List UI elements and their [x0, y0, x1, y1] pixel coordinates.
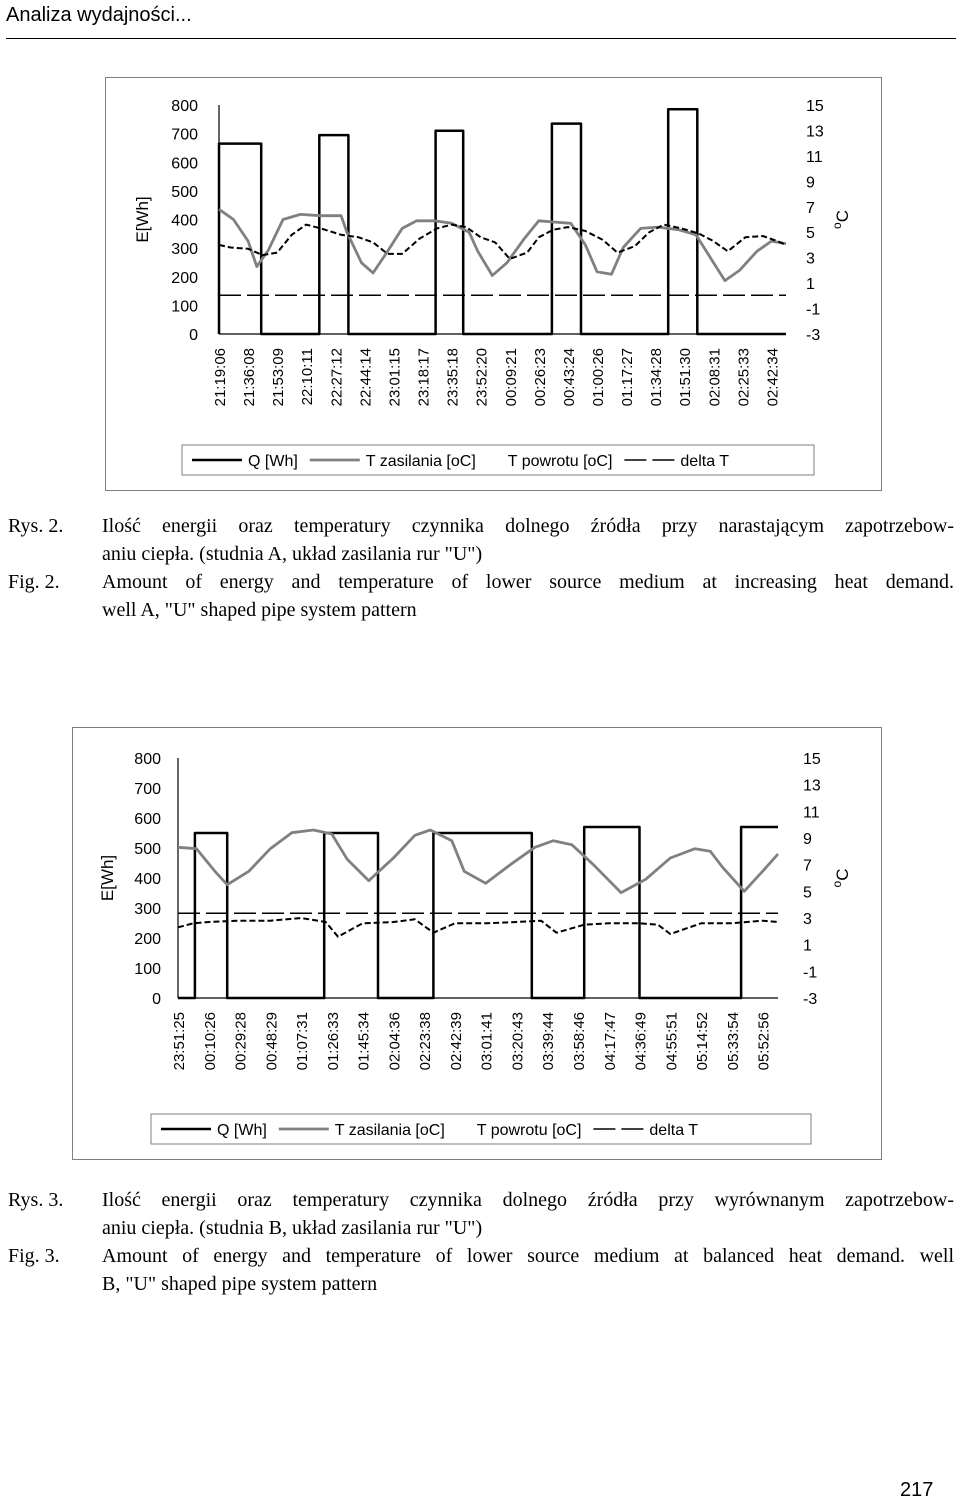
caption-text-pl-line1: Ilość energii oraz temperatury czynnika dolnego źródła przy wyrównanym zapotrzebow-	[102, 1189, 954, 1211]
x-tick-label: 04:36:49	[632, 1012, 650, 1071]
caption-label-fig: Fig. 2.	[8, 571, 60, 593]
x-tick-label: 04:55:51	[663, 1012, 681, 1071]
caption-text-pl-line1: Ilość energii oraz temperatury czynnika dolnego źródła przy narastającym zapotrzebow-	[102, 515, 954, 537]
chart-svg-figure-3	[73, 728, 881, 1159]
y2-tick-label: 9	[803, 831, 812, 848]
x-tick-label: 01:07:31	[294, 1012, 312, 1071]
x-tick-label: 22:10:11	[299, 348, 317, 406]
x-tick-label: 22:27:12	[328, 348, 346, 407]
caption-text-en-line2: B, "U" shaped pipe system pattern	[102, 1273, 378, 1295]
x-tick-label: 02:42:34	[764, 348, 782, 407]
caption-label-rys: Rys. 3.	[8, 1189, 64, 1211]
x-tick-label: 00:10:26	[201, 1012, 219, 1071]
x-tick-label: 02:04:36	[386, 1012, 404, 1071]
y2-tick-label: 1	[806, 276, 815, 294]
legend-entry: T zasilania [oC]	[334, 1122, 445, 1139]
series-line-q	[219, 109, 786, 334]
legend-entry: Q [Wh]	[248, 453, 298, 470]
x-tick-label: 03:20:43	[509, 1012, 527, 1071]
y-tick-label: 200	[134, 931, 161, 948]
x-tick-label: 01:17:27	[619, 348, 637, 407]
series-line-t-zasilania	[178, 830, 778, 893]
legend-entry: delta T	[680, 453, 730, 470]
x-tick-label: 00:43:24	[560, 348, 578, 407]
y2-tick-label: 5	[806, 225, 815, 243]
x-tick-label: 03:58:46	[571, 1012, 588, 1071]
x-tick-label: 03:01:41	[478, 1012, 496, 1071]
x-tick-label: 02:23:38	[417, 1012, 435, 1071]
running-head: Analiza wydajności...	[6, 0, 956, 39]
x-tick-label: 03:39:44	[540, 1012, 558, 1071]
y-tick-label: 800	[134, 751, 161, 768]
y-tick-label: 100	[171, 298, 198, 316]
x-tick-label: 23:01:15	[386, 348, 404, 407]
caption-label-fig: Fig. 3.	[8, 1245, 60, 1267]
x-tick-label: 05:52:56	[755, 1012, 773, 1071]
x-tick-label: 23:18:17	[415, 348, 433, 407]
y2-tick-label: 7	[803, 857, 812, 875]
caption-text-en-line1: Amount of energy and temperature of lower source medium at increasing heat demand.	[102, 571, 954, 593]
caption-figure-2	[0, 512, 960, 624]
y2-tick-label: -1	[806, 301, 821, 319]
x-tick-label: 00:29:28	[232, 1012, 250, 1071]
page-number: 217	[900, 1479, 934, 1501]
y2-tick-label: 3	[806, 250, 815, 268]
chart-figure-3	[72, 727, 882, 1160]
y-tick-label: 300	[171, 241, 198, 259]
x-tick-label: 00:26:23	[531, 348, 549, 407]
x-tick-label: 01:34:28	[648, 348, 666, 407]
y-tick-label: 700	[171, 126, 198, 144]
y2-tick-label: 13	[806, 123, 824, 141]
y-tick-label: 600	[134, 811, 161, 828]
x-tick-label: 21:53:09	[270, 348, 288, 407]
y-tick-label: 800	[171, 98, 198, 115]
caption-text-pl-line2: aniu ciepła. (studnia B, układ zasilania rur "U")	[102, 1217, 483, 1239]
y-tick-label: 400	[171, 212, 198, 230]
x-tick-label: 02:08:31	[706, 348, 724, 407]
y-axis-label: E[Wh]	[98, 854, 117, 902]
y-tick-label: 700	[134, 781, 161, 798]
x-tick-label: 04:17:47	[601, 1012, 619, 1071]
caption-polish	[0, 1186, 960, 1242]
x-tick-label: 21:36:08	[241, 348, 259, 407]
y-axis-label: E[Wh]	[133, 196, 152, 243]
x-tick-label: 23:35:18	[444, 348, 462, 407]
y2-tick-label: 11	[806, 148, 823, 166]
caption-english	[0, 1242, 960, 1298]
chart-figure-2	[105, 77, 882, 491]
x-tick-label: 00:09:21	[502, 348, 520, 407]
caption-text-pl-line2: aniu ciepła. (studnia A, układ zasilania rur "U")	[102, 543, 483, 565]
x-tick-label: 05:33:54	[724, 1012, 742, 1071]
caption-text-en-line1: Amount of energy and temperature of lower source medium at balanced heat demand. well	[102, 1245, 954, 1267]
x-tick-label: 21:19:06	[212, 348, 229, 407]
x-tick-label: 23:52:20	[473, 348, 491, 407]
x-tick-label: 23:51:25	[171, 1012, 188, 1071]
legend-entry: Q [Wh]	[217, 1122, 267, 1139]
y-tick-label: 500	[134, 841, 161, 858]
chart-svg-figure-2	[106, 78, 881, 490]
y2-tick-label: 9	[806, 174, 815, 192]
x-tick-label: 01:45:34	[355, 1012, 373, 1071]
y2-tick-label: 13	[803, 777, 821, 795]
y2-tick-label: 11	[803, 804, 820, 822]
y2-axis-label: $^o$C	[830, 868, 852, 888]
y2-tick-label: 3	[803, 911, 812, 928]
x-tick-label: 01:51:30	[677, 348, 695, 407]
y-tick-label: 400	[134, 871, 161, 888]
y2-tick-label: 1	[803, 937, 812, 955]
y2-tick-label: 5	[803, 884, 812, 902]
legend-entry: T powrotu [oC]	[507, 453, 613, 470]
x-tick-label: 05:14:52	[694, 1012, 712, 1071]
legend-entry: delta T	[649, 1122, 699, 1139]
x-tick-label: 02:42:39	[447, 1012, 465, 1071]
y2-tick-label: -1	[803, 964, 818, 982]
y2-tick-label: -3	[806, 327, 821, 344]
x-tick-label: 02:25:33	[735, 348, 753, 407]
y-tick-label: 200	[171, 269, 198, 287]
x-tick-label: 00:48:29	[263, 1012, 281, 1071]
x-tick-label: 22:44:14	[357, 348, 375, 407]
caption-figure-3	[0, 1186, 960, 1298]
y-tick-label: 100	[134, 961, 161, 978]
y-tick-label: 600	[171, 155, 198, 173]
caption-label-rys: Rys. 2.	[8, 515, 64, 537]
caption-polish	[0, 512, 960, 568]
y-tick-label: 500	[171, 183, 198, 201]
x-tick-label: 01:00:26	[590, 348, 607, 407]
y2-tick-label: -3	[803, 991, 818, 1008]
y2-tick-label: 15	[806, 98, 824, 115]
series-line-t-powrotu	[178, 918, 778, 937]
x-tick-label: 01:26:33	[324, 1012, 342, 1071]
y-tick-label: 300	[134, 901, 161, 918]
y2-tick-label: 7	[806, 199, 815, 217]
caption-english	[0, 568, 960, 624]
legend-entry: T powrotu [oC]	[476, 1122, 582, 1139]
legend-entry: T zasilania [oC]	[365, 453, 476, 470]
series-line-t-zasilania	[219, 209, 786, 280]
caption-text-en-line2: well A, "U" shaped pipe system pattern	[102, 599, 417, 621]
y2-axis-label: $^o$C	[830, 210, 852, 229]
y2-tick-label: 15	[803, 751, 821, 768]
y-tick-label: 0	[152, 991, 161, 1008]
y-tick-label: 0	[189, 327, 198, 344]
